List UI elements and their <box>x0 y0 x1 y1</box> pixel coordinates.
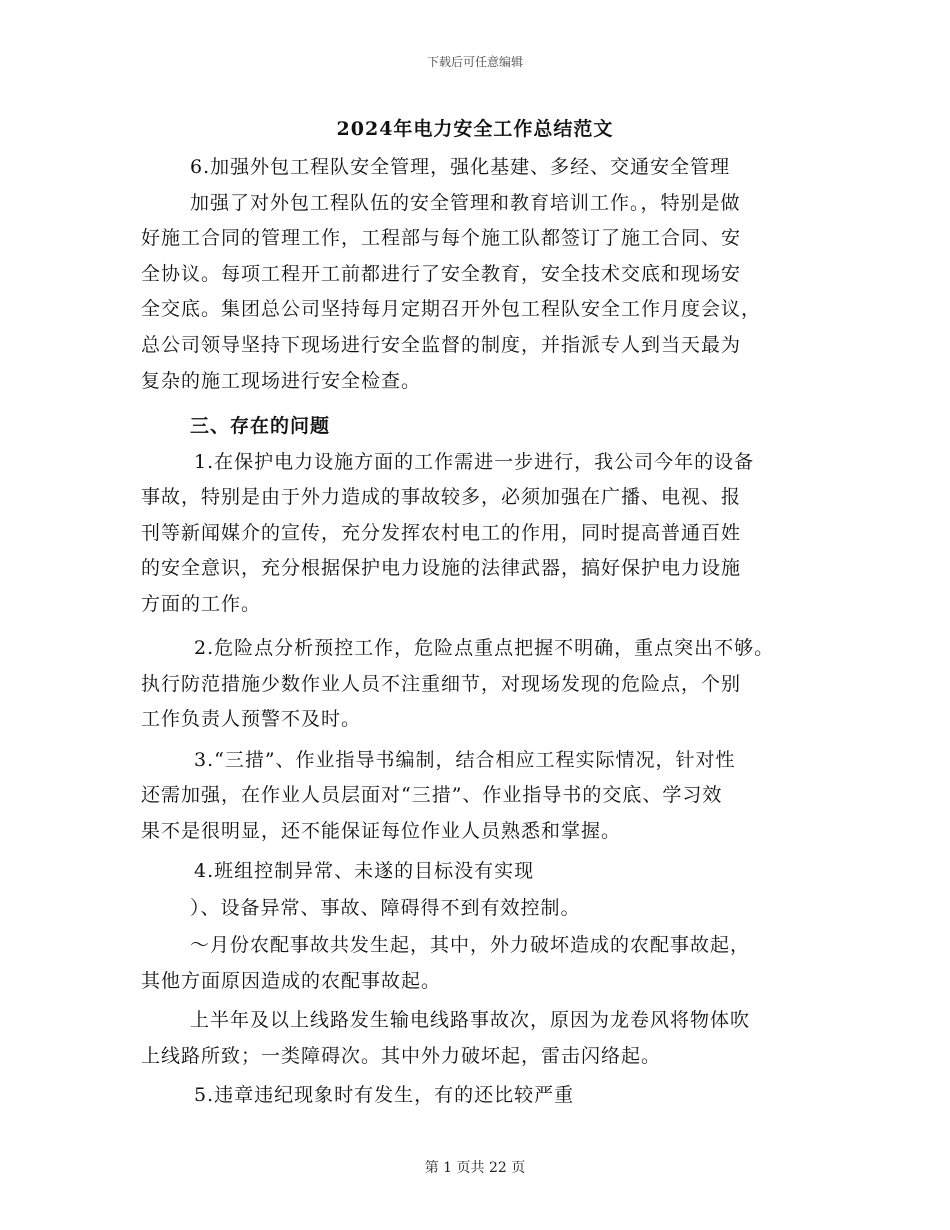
paragraph-line: 刊等新闻媒介的宣传，充分发挥农村电工的作用，同时提高普通百姓 <box>141 522 742 544</box>
paragraph-line: 工作负责人预警不及时。 <box>141 708 362 730</box>
section-heading: 三、存在的问题 <box>190 415 331 437</box>
page-footer: 第 1 页共 22 页 <box>424 1160 526 1176</box>
document-title: 2024年电力安全工作总结范文 <box>336 118 614 140</box>
paragraph-line: ～月份农配事故共发生起，其中，外力破坏造成的农配事故起， <box>190 934 751 956</box>
paragraph-line: ）、设备异常、事故、障碍得不到有效控制。 <box>190 897 581 919</box>
paragraph-line: 果不是很明显，还不能保证每位作业人员熟悉和掌握。 <box>141 820 622 842</box>
paragraph-line: 上线路所致；一类障碍次。其中外力破坏起，雷击闪络起。 <box>141 1045 662 1067</box>
paragraph-line: 1.在保护电力设施方面的工作需进一步进行，我公司今年的设备 <box>194 451 755 473</box>
paragraph-line: 总公司领导坚持下现场进行安全监督的制度，并指派专人到当天最为 <box>141 334 742 356</box>
paragraph-line: 3.“三措”、作业指导书编制，结合相应工程实际情况，针对性 <box>194 749 736 771</box>
paragraph-line: 方面的工作。 <box>141 593 262 615</box>
paragraph-line: 上半年及以上线路发生输电线路事故次，原因为龙卷风将物体吹 <box>190 1009 751 1031</box>
paragraph-line: 全协议。每项工程开工前都进行了安全教育，安全技术交底和现场安 <box>141 263 742 285</box>
paragraph-line: 5.违章违纪现象时有发生，有的还比较严重 <box>194 1084 575 1106</box>
paragraph-line: 6.加强外包工程队安全管理，强化基建、多经、交通安全管理 <box>190 156 731 178</box>
paragraph-line: 的安全意识，充分根据保护电力设施的法律武器，搞好保护电力设施 <box>141 557 742 579</box>
paragraph-line: 全交底。集团总公司坚持每月定期召开外包工程队安全工作月度会议， <box>141 298 762 320</box>
paragraph-line: 4.班组控制异常、未遂的目标没有实现 <box>194 860 535 882</box>
paragraph-line: 其他方面原因造成的农配事故起。 <box>141 970 442 992</box>
paragraph-line: 好施工合同的管理工作，工程部与每个施工队都签订了施工合同、安 <box>141 227 742 249</box>
paragraph-line: 执行防范措施少数作业人员不注重细节，对现场发现的危险点，个别 <box>141 673 742 695</box>
page-header: 下载后可任意编辑 <box>426 55 523 69</box>
paragraph-line: 加强了对外包工程队伍的安全管理和教育培训工作。，特别是做 <box>190 192 741 214</box>
paragraph-line: 2.危险点分析预控工作，危险点重点把握不明确，重点突出不够。 <box>194 637 775 659</box>
paragraph-line: 复杂的施工现场进行安全检查。 <box>141 370 422 392</box>
paragraph-line: 事故，特别是由于外力造成的事故较多，必须加强在广播、电视、报 <box>141 486 742 508</box>
paragraph-line: 还需加强，在作业人员层面对“三措”、作业指导书的交底、学习效 <box>141 784 723 806</box>
